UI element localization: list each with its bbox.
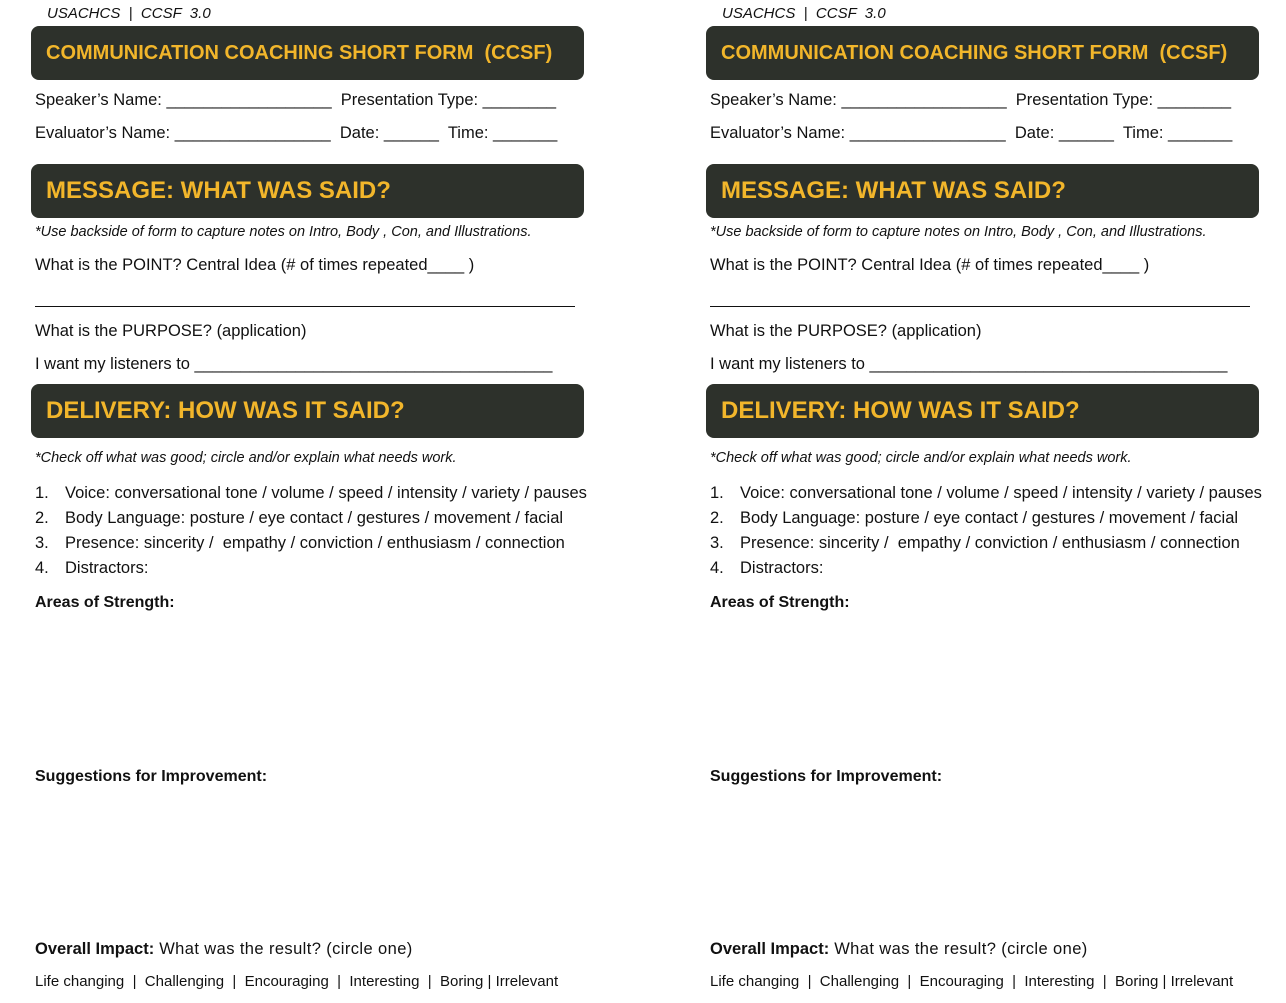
purpose-question: What is the PURPOSE? (application) xyxy=(710,322,982,340)
impact-question: What was the result? (circle one) xyxy=(154,940,413,958)
delivery-section-banner: DELIVERY: HOW WAS IT SAID? xyxy=(706,384,1259,438)
delivery-note: *Check off what was good; circle and/or explain what needs work. xyxy=(35,450,457,466)
message-section-banner: MESSAGE: WHAT WAS SAID? xyxy=(706,164,1259,218)
item-text: Presence: sincerity / empathy / conviction / enthusiasm / connection xyxy=(65,534,565,552)
impact-label: Overall Impact: xyxy=(710,940,830,958)
item-number: 4. xyxy=(710,559,724,577)
message-section-banner: MESSAGE: WHAT WAS SAID? xyxy=(31,164,584,218)
impact-question: What was the result? (circle one) xyxy=(829,940,1088,958)
coaching-form-left xyxy=(30,0,630,1003)
strength-label: Areas of Strength: xyxy=(710,594,850,611)
delivery-item-voice[interactable] xyxy=(710,484,1262,503)
item-number: 1. xyxy=(35,484,49,502)
item-text: Distractors: xyxy=(65,559,149,577)
evaluator-name-field[interactable]: Evaluator’s Name: _________________ Date: ______ Time: _______ xyxy=(35,124,558,142)
point-answer-line[interactable] xyxy=(710,306,1250,307)
purpose-question: What is the PURPOSE? (application) xyxy=(35,322,307,340)
purpose-answer-field[interactable]: I want my listeners to _______________________________________ xyxy=(710,355,1228,373)
point-question: What is the POINT? Central Idea (# of times repeated____ ) xyxy=(35,256,475,274)
item-text: Presence: sincerity / empathy / conviction / enthusiasm / connection xyxy=(740,534,1240,552)
overall-impact-line xyxy=(35,940,413,959)
form-title-banner: COMMUNICATION COACHING SHORT FORM (CCSF) xyxy=(31,26,584,80)
item-text: Voice: conversational tone / volume / speed / intensity / variety / pauses xyxy=(65,484,587,502)
delivery-item-distractors[interactable] xyxy=(35,559,148,578)
purpose-answer-field[interactable]: I want my listeners to _______________________________________ xyxy=(35,355,553,373)
delivery-item-body-language[interactable] xyxy=(35,509,563,528)
item-number: 4. xyxy=(35,559,49,577)
form-header-code: USACHCS | CCSF 3.0 xyxy=(47,5,211,22)
improvement-label: Suggestions for Improvement: xyxy=(710,768,943,785)
item-text: Body Language: posture / eye contact / gestures / movement / facial xyxy=(65,509,564,527)
delivery-item-distractors[interactable] xyxy=(710,559,823,578)
item-number: 3. xyxy=(710,534,724,552)
form-title-banner: COMMUNICATION COACHING SHORT FORM (CCSF) xyxy=(706,26,1259,80)
impact-label: Overall Impact: xyxy=(35,940,155,958)
point-answer-line[interactable] xyxy=(35,306,575,307)
message-note: *Use backside of form to capture notes on Intro, Body , Con, and Illustrations. xyxy=(710,224,1207,240)
form-header-code: USACHCS | CCSF 3.0 xyxy=(722,5,886,22)
improvement-label: Suggestions for Improvement: xyxy=(35,768,268,785)
coaching-form-right xyxy=(705,0,1286,1003)
item-text: Body Language: posture / eye contact / gestures / movement / facial xyxy=(740,509,1239,527)
item-number: 3. xyxy=(35,534,49,552)
item-number: 2. xyxy=(35,509,49,527)
speaker-name-field[interactable]: Speaker’s Name: __________________ Presentation Type: ________ xyxy=(710,91,1232,109)
overall-impact-line xyxy=(710,940,1088,959)
delivery-item-voice[interactable] xyxy=(35,484,587,503)
item-number: 1. xyxy=(710,484,724,502)
point-question: What is the POINT? Central Idea (# of times repeated____ ) xyxy=(710,256,1150,274)
delivery-note: *Check off what was good; circle and/or explain what needs work. xyxy=(710,450,1132,466)
impact-options[interactable]: Life changing | Challenging | Encouraging | Interesting | Boring | Irrelevant xyxy=(710,973,1234,990)
message-note: *Use backside of form to capture notes on Intro, Body , Con, and Illustrations. xyxy=(35,224,532,240)
speaker-name-field[interactable]: Speaker’s Name: __________________ Presentation Type: ________ xyxy=(35,91,557,109)
delivery-item-presence[interactable] xyxy=(710,534,1240,553)
strength-label: Areas of Strength: xyxy=(35,594,175,611)
item-number: 2. xyxy=(710,509,724,527)
delivery-item-presence[interactable] xyxy=(35,534,565,553)
item-text: Voice: conversational tone / volume / speed / intensity / variety / pauses xyxy=(740,484,1262,502)
impact-options[interactable]: Life changing | Challenging | Encouraging | Interesting | Boring | Irrelevant xyxy=(35,973,559,990)
item-text: Distractors: xyxy=(740,559,824,577)
evaluator-name-field[interactable]: Evaluator’s Name: _________________ Date: ______ Time: _______ xyxy=(710,124,1233,142)
delivery-section-banner: DELIVERY: HOW WAS IT SAID? xyxy=(31,384,584,438)
delivery-item-body-language[interactable] xyxy=(710,509,1238,528)
